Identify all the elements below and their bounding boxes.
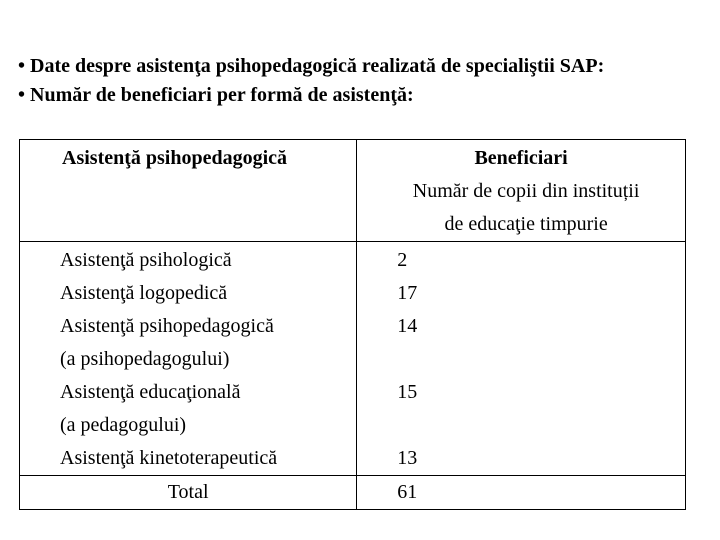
row-label-psychopedagogical-sub: (a psihopedagogului) — [60, 348, 230, 370]
table-body-row — [20, 242, 686, 476]
row-value-psychopedagogical: 14 — [397, 315, 418, 337]
row-label-speech-therapy: Asistenţă logopedică — [60, 282, 228, 304]
header-beneficiaries — [357, 140, 686, 242]
assistance-types-cell — [20, 242, 357, 476]
row-value-speech-therapy: 17 — [397, 282, 418, 304]
header-beneficiaries-title: Beneficiari — [474, 147, 568, 169]
total-value: 61 — [357, 476, 686, 510]
intro-bullets — [18, 52, 718, 110]
row-label-kinetotherapy: Asistenţă kinetoterapeutică — [60, 447, 278, 469]
header-assistance-type: Asistenţă psihopedagogică — [20, 140, 357, 242]
row-value-psychological: 2 — [397, 249, 408, 271]
bullet-beneficiaries: • Număr de beneficiari per formă de asistenţă: — [18, 84, 414, 106]
row-label-educational-sub: (a pedagogului) — [60, 414, 187, 436]
row-label-psychological: Asistenţă psihologică — [60, 249, 232, 271]
row-value-educational: 15 — [397, 381, 418, 403]
row-value-spacer — [397, 343, 685, 376]
total-label: Total — [20, 476, 357, 510]
beneficiary-values-cell — [357, 242, 686, 476]
total-row — [20, 476, 686, 510]
row-value-kinetotherapy: 13 — [397, 447, 418, 469]
row-label-psychopedagogical: Asistenţă psihopedagogică — [60, 315, 274, 337]
table-header-row — [20, 140, 686, 242]
row-label-educational: Asistenţă educaţională — [60, 381, 241, 403]
bullet-sap-data: • Date despre asistenţa psihopedagogică realizată de specialiştii SAP: — [18, 55, 605, 77]
beneficiaries-table — [19, 139, 686, 510]
header-children-count-line1: Număr de copii din instituții — [412, 180, 640, 202]
header-children-count-line2: de educaţie timpurie — [444, 213, 608, 235]
row-value-spacer-2 — [397, 409, 685, 442]
